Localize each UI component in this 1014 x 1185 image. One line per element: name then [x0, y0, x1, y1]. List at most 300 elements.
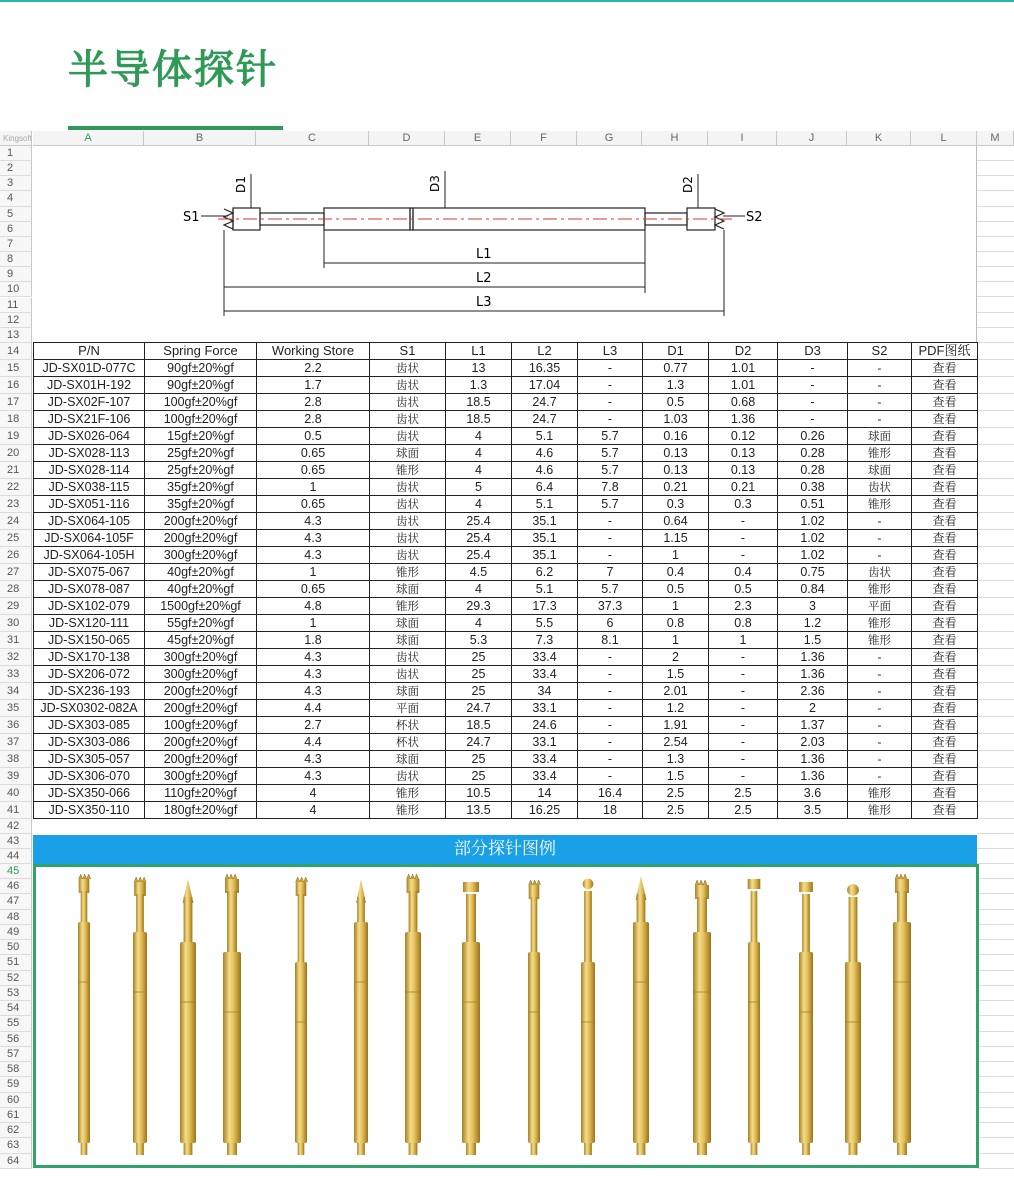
table-cell[interactable]: 0.65 — [257, 462, 370, 479]
table-cell[interactable]: JD-SX028-113 — [34, 445, 145, 462]
row-header-54[interactable]: 54 — [0, 1001, 32, 1016]
row-header-21[interactable]: 21 — [0, 462, 32, 479]
table-cell[interactable]: 2.54 — [643, 734, 709, 751]
table-cell[interactable]: 24.7 — [446, 734, 512, 751]
table-cell[interactable]: 0.65 — [257, 445, 370, 462]
table-cell[interactable]: 球面 — [370, 683, 446, 700]
table-cell[interactable]: 0.38 — [778, 479, 848, 496]
table-cell[interactable]: 35.1 — [512, 547, 578, 564]
pdf-view-link[interactable]: 查看 — [912, 462, 978, 479]
pdf-view-link[interactable]: 查看 — [912, 734, 978, 751]
table-cell[interactable]: 齿状 — [370, 360, 446, 377]
table-cell[interactable]: JD-SX305-057 — [34, 751, 145, 768]
table-cell[interactable]: 锥形 — [848, 632, 912, 649]
table-cell[interactable]: 0.28 — [778, 462, 848, 479]
table-cell[interactable]: 2.5 — [643, 785, 709, 802]
table-cell[interactable]: - — [578, 547, 643, 564]
pdf-view-link[interactable]: 查看 — [912, 496, 978, 513]
table-cell[interactable]: JD-SX051-116 — [34, 496, 145, 513]
row-header-27[interactable]: 27 — [0, 564, 32, 581]
header-cell[interactable]: D2 — [709, 343, 778, 360]
table-cell[interactable]: 锥形 — [848, 445, 912, 462]
pdf-view-link[interactable]: 查看 — [912, 513, 978, 530]
table-cell[interactable]: JD-SX064-105H — [34, 547, 145, 564]
empty-cell-m[interactable] — [977, 717, 1014, 734]
table-cell[interactable]: - — [578, 377, 643, 394]
table-cell[interactable]: 锥形 — [848, 615, 912, 632]
table-cell[interactable]: 1.36 — [778, 666, 848, 683]
table-cell[interactable]: 平面 — [370, 700, 446, 717]
row-header-60[interactable]: 60 — [0, 1093, 32, 1108]
empty-cell-m[interactable] — [977, 802, 1014, 819]
pdf-view-link[interactable]: 查看 — [912, 564, 978, 581]
row-header-29[interactable]: 29 — [0, 598, 32, 615]
table-cell[interactable]: 35gf±20%gf — [145, 496, 257, 513]
row-header-4[interactable]: 4 — [0, 191, 32, 206]
table-cell[interactable]: - — [578, 734, 643, 751]
table-cell[interactable]: JD-SX064-105 — [34, 513, 145, 530]
table-cell[interactable]: - — [848, 683, 912, 700]
table-cell[interactable]: 0.64 — [643, 513, 709, 530]
row-header-18[interactable]: 18 — [0, 411, 32, 428]
table-cell[interactable]: 2.7 — [257, 717, 370, 734]
table-cell[interactable]: - — [709, 666, 778, 683]
row-header-1[interactable]: 1 — [0, 146, 32, 161]
table-cell[interactable]: 锥形 — [848, 496, 912, 513]
table-cell[interactable]: 齿状 — [370, 768, 446, 785]
pdf-view-link[interactable]: 查看 — [912, 411, 978, 428]
empty-cell-m[interactable] — [977, 834, 1014, 849]
table-cell[interactable]: 33.4 — [512, 666, 578, 683]
table-cell[interactable]: 33.4 — [512, 649, 578, 666]
empty-cell-m[interactable] — [977, 1123, 1014, 1138]
table-cell[interactable]: 4 — [257, 785, 370, 802]
empty-cell-m[interactable] — [977, 768, 1014, 785]
pdf-view-link[interactable]: 查看 — [912, 768, 978, 785]
table-cell[interactable]: 2 — [778, 700, 848, 717]
table-cell[interactable]: 34 — [512, 683, 578, 700]
row-header-22[interactable]: 22 — [0, 479, 32, 496]
table-cell[interactable]: 0.75 — [778, 564, 848, 581]
table-cell[interactable]: 33.1 — [512, 734, 578, 751]
table-cell[interactable]: - — [578, 666, 643, 683]
empty-cell-m[interactable] — [977, 411, 1014, 428]
table-cell[interactable]: 5.1 — [512, 428, 578, 445]
row-header-11[interactable]: 11 — [0, 298, 32, 313]
table-cell[interactable]: 锥形 — [848, 581, 912, 598]
pdf-view-link[interactable]: 查看 — [912, 683, 978, 700]
table-cell[interactable]: - — [848, 768, 912, 785]
column-header-b[interactable]: B — [144, 131, 256, 146]
table-cell[interactable]: 齿状 — [370, 479, 446, 496]
header-cell[interactable]: L3 — [578, 343, 643, 360]
table-cell[interactable]: 0.13 — [643, 462, 709, 479]
empty-cell-m[interactable] — [977, 445, 1014, 462]
column-header-f[interactable]: F — [511, 131, 577, 146]
table-cell[interactable]: 100gf±20%gf — [145, 411, 257, 428]
empty-cell-m[interactable] — [977, 734, 1014, 751]
row-header-30[interactable]: 30 — [0, 615, 32, 632]
pdf-view-link[interactable]: 查看 — [912, 428, 978, 445]
row-header-2[interactable]: 2 — [0, 161, 32, 176]
table-cell[interactable]: 29.3 — [446, 598, 512, 615]
table-cell[interactable]: - — [578, 513, 643, 530]
table-cell[interactable]: JD-SX075-067 — [34, 564, 145, 581]
table-cell[interactable]: 33.4 — [512, 768, 578, 785]
empty-cell-m[interactable] — [977, 176, 1014, 191]
table-cell[interactable]: 0.8 — [709, 615, 778, 632]
empty-cell-m[interactable] — [977, 1047, 1014, 1062]
header-cell[interactable]: P/N — [34, 343, 145, 360]
table-cell[interactable]: 0.16 — [643, 428, 709, 445]
pdf-view-link[interactable]: 查看 — [912, 530, 978, 547]
table-cell[interactable]: 4 — [446, 445, 512, 462]
table-cell[interactable]: 1.2 — [778, 615, 848, 632]
table-cell[interactable]: 2.5 — [709, 785, 778, 802]
row-header-3[interactable]: 3 — [0, 176, 32, 191]
empty-cell-m[interactable] — [977, 146, 1014, 161]
table-cell[interactable]: 齿状 — [370, 547, 446, 564]
row-header-61[interactable]: 61 — [0, 1108, 32, 1123]
column-header-m[interactable]: M — [977, 131, 1014, 146]
table-cell[interactable]: 齿状 — [370, 530, 446, 547]
empty-cell-m[interactable] — [977, 819, 1014, 834]
row-header-55[interactable]: 55 — [0, 1016, 32, 1031]
empty-cell-m[interactable] — [977, 751, 1014, 768]
table-cell[interactable]: 5.7 — [578, 445, 643, 462]
table-cell[interactable]: 7 — [578, 564, 643, 581]
table-cell[interactable]: 180gf±20%gf — [145, 802, 257, 819]
table-cell[interactable]: 300gf±20%gf — [145, 666, 257, 683]
table-cell[interactable]: 25gf±20%gf — [145, 462, 257, 479]
table-cell[interactable]: JD-SX21F-106 — [34, 411, 145, 428]
table-cell[interactable]: 6.4 — [512, 479, 578, 496]
table-cell[interactable]: 0.4 — [643, 564, 709, 581]
table-cell[interactable]: 1500gf±20%gf — [145, 598, 257, 615]
empty-cell-m[interactable] — [977, 849, 1014, 864]
row-header-42[interactable]: 42 — [0, 819, 32, 834]
table-cell[interactable]: 0.13 — [709, 462, 778, 479]
empty-cell-m[interactable] — [977, 1108, 1014, 1123]
row-header-58[interactable]: 58 — [0, 1062, 32, 1077]
table-cell[interactable]: 300gf±20%gf — [145, 547, 257, 564]
row-header-47[interactable]: 47 — [0, 894, 32, 909]
table-cell[interactable]: 25 — [446, 683, 512, 700]
table-cell[interactable]: 5.7 — [578, 462, 643, 479]
table-cell[interactable]: 1.5 — [643, 768, 709, 785]
table-cell[interactable]: 锥形 — [370, 785, 446, 802]
empty-cell-m[interactable] — [977, 1032, 1014, 1047]
table-cell[interactable]: - — [709, 734, 778, 751]
table-cell[interactable]: 3 — [778, 598, 848, 615]
table-cell[interactable]: - — [848, 751, 912, 768]
table-cell[interactable]: 1.02 — [778, 530, 848, 547]
table-cell[interactable]: 18.5 — [446, 717, 512, 734]
table-cell[interactable]: 1 — [709, 632, 778, 649]
row-header-62[interactable]: 62 — [0, 1123, 32, 1138]
table-cell[interactable]: 0.13 — [643, 445, 709, 462]
table-cell[interactable]: 0.5 — [709, 581, 778, 598]
table-cell[interactable]: JD-SX120-111 — [34, 615, 145, 632]
table-cell[interactable]: 锥形 — [848, 802, 912, 819]
row-header-46[interactable]: 46 — [0, 879, 32, 894]
table-cell[interactable]: 16.35 — [512, 360, 578, 377]
table-cell[interactable]: - — [778, 411, 848, 428]
table-cell[interactable]: 0.65 — [257, 496, 370, 513]
table-cell[interactable]: 4.3 — [257, 768, 370, 785]
row-header-52[interactable]: 52 — [0, 971, 32, 986]
table-cell[interactable]: 5.7 — [578, 428, 643, 445]
table-cell[interactable]: JD-SX01H-192 — [34, 377, 145, 394]
table-cell[interactable]: - — [709, 768, 778, 785]
header-cell[interactable]: D1 — [643, 343, 709, 360]
row-header-25[interactable]: 25 — [0, 530, 32, 547]
table-cell[interactable]: 4.3 — [257, 751, 370, 768]
table-cell[interactable]: 3.5 — [778, 802, 848, 819]
empty-cell-m[interactable] — [977, 394, 1014, 411]
table-cell[interactable]: JD-SX170-138 — [34, 649, 145, 666]
pdf-view-link[interactable]: 查看 — [912, 547, 978, 564]
table-cell[interactable]: - — [848, 411, 912, 428]
empty-cell-m[interactable] — [977, 785, 1014, 802]
table-cell[interactable]: 锥形 — [370, 598, 446, 615]
table-cell[interactable]: 1.15 — [643, 530, 709, 547]
empty-cell-m[interactable] — [977, 252, 1014, 267]
empty-cell-m[interactable] — [977, 1016, 1014, 1031]
row-header-40[interactable]: 40 — [0, 785, 32, 802]
row-header-50[interactable]: 50 — [0, 940, 32, 955]
table-cell[interactable]: 1.7 — [257, 377, 370, 394]
header-cell[interactable]: D3 — [778, 343, 848, 360]
table-cell[interactable]: 5.1 — [512, 581, 578, 598]
table-cell[interactable]: 90gf±20%gf — [145, 360, 257, 377]
table-cell[interactable]: 13 — [446, 360, 512, 377]
table-cell[interactable]: 200gf±20%gf — [145, 751, 257, 768]
table-cell[interactable]: 2.3 — [709, 598, 778, 615]
table-cell[interactable]: - — [848, 360, 912, 377]
empty-cell-m[interactable] — [977, 1138, 1014, 1153]
table-cell[interactable]: - — [578, 751, 643, 768]
empty-cell-m[interactable] — [977, 222, 1014, 237]
table-cell[interactable]: 0.84 — [778, 581, 848, 598]
row-header-24[interactable]: 24 — [0, 513, 32, 530]
row-header-5[interactable]: 5 — [0, 207, 32, 222]
table-cell[interactable]: 齿状 — [370, 496, 446, 513]
table-cell[interactable]: 15gf±20%gf — [145, 428, 257, 445]
table-cell[interactable]: JD-SX028-114 — [34, 462, 145, 479]
table-cell[interactable]: - — [578, 649, 643, 666]
empty-cell-m[interactable] — [977, 462, 1014, 479]
table-cell[interactable]: - — [848, 717, 912, 734]
table-cell[interactable]: 1.02 — [778, 547, 848, 564]
empty-cell-m[interactable] — [977, 1062, 1014, 1077]
table-cell[interactable]: JD-SX01D-077C — [34, 360, 145, 377]
table-cell[interactable]: - — [709, 513, 778, 530]
table-cell[interactable]: 1.5 — [643, 666, 709, 683]
table-cell[interactable]: 45gf±20%gf — [145, 632, 257, 649]
table-cell[interactable]: 90gf±20%gf — [145, 377, 257, 394]
empty-cell-m[interactable] — [977, 700, 1014, 717]
row-header-7[interactable]: 7 — [0, 237, 32, 252]
empty-cell-m[interactable] — [977, 360, 1014, 377]
row-header-39[interactable]: 39 — [0, 768, 32, 785]
table-cell[interactable]: 0.21 — [709, 479, 778, 496]
table-cell[interactable]: 球面 — [370, 445, 446, 462]
empty-cell-m[interactable] — [977, 479, 1014, 496]
row-header-14[interactable]: 14 — [0, 343, 32, 360]
table-cell[interactable]: 1.3 — [643, 751, 709, 768]
table-cell[interactable]: 锥形 — [370, 802, 446, 819]
table-cell[interactable]: 齿状 — [370, 394, 446, 411]
table-cell[interactable]: 33.4 — [512, 751, 578, 768]
table-cell[interactable]: 13.5 — [446, 802, 512, 819]
empty-cell-m[interactable] — [977, 282, 1014, 297]
pdf-view-link[interactable]: 查看 — [912, 802, 978, 819]
table-cell[interactable]: 1.01 — [709, 377, 778, 394]
table-cell[interactable]: - — [778, 377, 848, 394]
table-cell[interactable]: 4.6 — [512, 462, 578, 479]
empty-cell-m[interactable] — [977, 1154, 1014, 1169]
table-cell[interactable]: 0.51 — [778, 496, 848, 513]
empty-cell-m[interactable] — [977, 513, 1014, 530]
table-cell[interactable]: 24.7 — [446, 700, 512, 717]
table-cell[interactable]: 1.03 — [643, 411, 709, 428]
empty-cell-m[interactable] — [977, 161, 1014, 176]
table-cell[interactable]: 200gf±20%gf — [145, 700, 257, 717]
row-header-13[interactable]: 13 — [0, 328, 32, 343]
column-header-h[interactable]: H — [642, 131, 708, 146]
table-cell[interactable]: 5.7 — [578, 581, 643, 598]
table-cell[interactable]: 24.7 — [512, 394, 578, 411]
empty-cell-m[interactable] — [977, 894, 1014, 909]
column-header-k[interactable]: K — [847, 131, 911, 146]
pdf-view-link[interactable]: 查看 — [912, 479, 978, 496]
table-cell[interactable]: 1.8 — [257, 632, 370, 649]
table-cell[interactable]: 1 — [257, 564, 370, 581]
table-cell[interactable]: 5.3 — [446, 632, 512, 649]
row-header-38[interactable]: 38 — [0, 751, 32, 768]
table-cell[interactable]: 18 — [578, 802, 643, 819]
table-cell[interactable]: 齿状 — [848, 479, 912, 496]
table-cell[interactable]: JD-SX02F-107 — [34, 394, 145, 411]
table-cell[interactable]: 300gf±20%gf — [145, 649, 257, 666]
table-cell[interactable]: 0.65 — [257, 581, 370, 598]
empty-cell-m[interactable] — [977, 496, 1014, 513]
table-cell[interactable]: 球面 — [370, 751, 446, 768]
pdf-view-link[interactable]: 查看 — [912, 632, 978, 649]
table-cell[interactable]: JD-SX038-115 — [34, 479, 145, 496]
table-cell[interactable]: JD-SX150-065 — [34, 632, 145, 649]
empty-cell-m[interactable] — [977, 530, 1014, 547]
table-cell[interactable]: - — [709, 547, 778, 564]
table-cell[interactable]: 33.1 — [512, 700, 578, 717]
table-cell[interactable]: 8.1 — [578, 632, 643, 649]
table-cell[interactable]: JD-SX350-066 — [34, 785, 145, 802]
table-cell[interactable]: 1.02 — [778, 513, 848, 530]
column-header-g[interactable]: G — [577, 131, 642, 146]
pdf-view-link[interactable]: 查看 — [912, 598, 978, 615]
row-header-9[interactable]: 9 — [0, 267, 32, 282]
empty-cell-m[interactable] — [977, 564, 1014, 581]
table-cell[interactable]: JD-SX206-072 — [34, 666, 145, 683]
table-cell[interactable]: 25 — [446, 649, 512, 666]
table-cell[interactable]: 1 — [257, 479, 370, 496]
table-cell[interactable]: 25.4 — [446, 513, 512, 530]
table-cell[interactable]: - — [578, 530, 643, 547]
table-cell[interactable]: 1.3 — [643, 377, 709, 394]
table-cell[interactable]: 25 — [446, 768, 512, 785]
empty-cell-m[interactable] — [977, 267, 1014, 282]
empty-cell-m[interactable] — [977, 298, 1014, 313]
pdf-view-link[interactable]: 查看 — [912, 751, 978, 768]
table-cell[interactable]: 4.3 — [257, 683, 370, 700]
table-cell[interactable]: 24.6 — [512, 717, 578, 734]
row-header-37[interactable]: 37 — [0, 734, 32, 751]
table-cell[interactable]: 5.1 — [512, 496, 578, 513]
table-cell[interactable]: 24.7 — [512, 411, 578, 428]
row-header-59[interactable]: 59 — [0, 1077, 32, 1092]
table-cell[interactable]: 110gf±20%gf — [145, 785, 257, 802]
empty-cell-m[interactable] — [977, 683, 1014, 700]
table-cell[interactable]: 0.28 — [778, 445, 848, 462]
row-header-19[interactable]: 19 — [0, 428, 32, 445]
table-cell[interactable]: - — [848, 547, 912, 564]
table-cell[interactable]: 25 — [446, 751, 512, 768]
table-cell[interactable]: 齿状 — [370, 513, 446, 530]
row-header-53[interactable]: 53 — [0, 986, 32, 1001]
row-header-48[interactable]: 48 — [0, 910, 32, 925]
table-cell[interactable]: 4 — [446, 462, 512, 479]
pdf-view-link[interactable]: 查看 — [912, 649, 978, 666]
table-cell[interactable]: - — [578, 768, 643, 785]
table-cell[interactable]: 200gf±20%gf — [145, 734, 257, 751]
table-cell[interactable]: 25.4 — [446, 547, 512, 564]
table-cell[interactable]: - — [848, 530, 912, 547]
table-cell[interactable]: 1.37 — [778, 717, 848, 734]
column-header-e[interactable]: E — [445, 131, 511, 146]
table-cell[interactable]: 0.12 — [709, 428, 778, 445]
table-cell[interactable]: 1.01 — [709, 360, 778, 377]
table-cell[interactable]: 16.25 — [512, 802, 578, 819]
table-cell[interactable]: 37.3 — [578, 598, 643, 615]
table-cell[interactable]: 2.8 — [257, 411, 370, 428]
table-cell[interactable]: 0.26 — [778, 428, 848, 445]
table-cell[interactable]: - — [848, 700, 912, 717]
table-cell[interactable]: 25.4 — [446, 530, 512, 547]
empty-cell-m[interactable] — [977, 1093, 1014, 1108]
empty-cell-m[interactable] — [977, 615, 1014, 632]
row-header-10[interactable]: 10 — [0, 282, 32, 297]
table-cell[interactable]: 55gf±20%gf — [145, 615, 257, 632]
empty-cell-m[interactable] — [977, 955, 1014, 970]
table-cell[interactable]: - — [848, 666, 912, 683]
table-cell[interactable]: 1.3 — [446, 377, 512, 394]
column-header-d[interactable]: D — [369, 131, 445, 146]
table-cell[interactable]: JD-SX026-064 — [34, 428, 145, 445]
table-cell[interactable]: 4.3 — [257, 530, 370, 547]
table-cell[interactable]: 2.2 — [257, 360, 370, 377]
table-cell[interactable]: 4 — [446, 581, 512, 598]
sheet-corner[interactable]: Kingsoft — [0, 131, 32, 146]
table-cell[interactable]: - — [709, 717, 778, 734]
table-cell[interactable]: 4.4 — [257, 700, 370, 717]
table-cell[interactable]: 4 — [446, 428, 512, 445]
row-header-49[interactable]: 49 — [0, 925, 32, 940]
column-header-j[interactable]: J — [777, 131, 847, 146]
table-cell[interactable]: 200gf±20%gf — [145, 513, 257, 530]
table-cell[interactable]: 1.36 — [778, 751, 848, 768]
table-cell[interactable]: 0.13 — [709, 445, 778, 462]
